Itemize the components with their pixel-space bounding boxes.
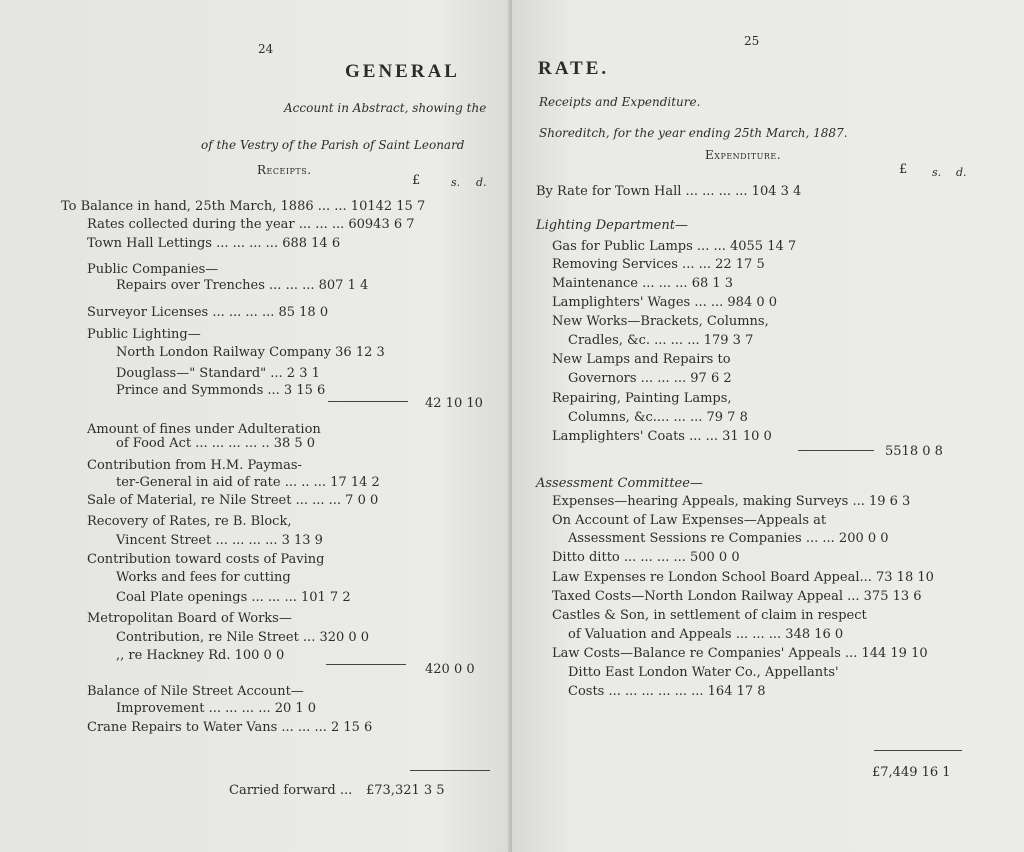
subtitle: Shoreditch, for the year ending 25th March, 1887. (539, 126, 848, 140)
ledger-row: Ditto ditto ... ... ... ... 500 0 0 (552, 550, 740, 565)
total-rule (410, 770, 490, 771)
ledger-row: Law Expenses re London School Board Appeal... 73 18 10 (552, 570, 934, 585)
ledger-row: Lighting Department— (536, 218, 688, 233)
ledger-row: On Account of Law Expenses—Appeals at (552, 513, 827, 528)
ledger-row: ,, re Hackney Rd. 100 0 0 (116, 648, 285, 663)
page-title: RATE. (538, 58, 610, 79)
ledger-row: Coal Plate openings ... ... ... 101 7 2 (116, 590, 351, 605)
ledger-row: Columns, &c.... ... ... 79 7 8 (568, 410, 748, 425)
ledger-row: Improvement ... ... ... ... 20 1 0 (116, 701, 317, 716)
page-title: GENERAL (345, 61, 460, 82)
ledger-row: Taxed Costs—North London Railway Appeal ... 375 13 6 (552, 589, 922, 604)
ledger-row: Contribution from H.M. Paymas- (87, 458, 302, 473)
ledger-row: Castles & Son, in settlement of claim in respect (552, 608, 867, 623)
ledger-row: Repairs over Trenches ... ... ... 807 1 4 (116, 278, 369, 293)
ledger-row: New Works—Brackets, Columns, (552, 314, 769, 329)
subtotal-rule (328, 401, 408, 402)
carried-forward-value: £73,321 3 5 (366, 783, 445, 798)
column-header-pence: d. (476, 176, 487, 189)
ledger-row: of Valuation and Appeals ... ... ... 348 16 0 (568, 627, 844, 642)
ledger-row: Maintenance ... ... ... 68 1 3 (552, 276, 734, 291)
expenditure-total: £7,449 16 1 (872, 765, 951, 780)
subtitle: Account in Abstract, showing the (284, 101, 487, 115)
ledger-row: 5518 0 8 (885, 444, 943, 459)
ledger-row: Governors ... ... ... 97 6 2 (568, 371, 732, 386)
ledger-row: North London Railway Company 36 12 3 (116, 345, 385, 360)
subtotal-rule (798, 450, 874, 451)
ledger-row: Surveyor Licenses ... ... ... ... 85 18 0 (87, 305, 329, 320)
ledger-row: Law Costs—Balance re Companies' Appeals ... 144 19 10 (552, 646, 928, 661)
ledger-row: ter-General in aid of rate ... .. ... 17 14 2 (116, 475, 380, 490)
ledger-row: To Balance in hand, 25th March, 1886 ... ... 10142 15 7 (61, 199, 426, 214)
ledger-row: Douglass—" Standard" ... 2 3 1 (116, 366, 320, 381)
ledger-row: Works and fees for cutting (116, 570, 291, 585)
carried-forward-label: Carried forward ... (229, 783, 353, 798)
ledger-row: Ditto East London Water Co., Appellants' (568, 665, 839, 680)
total-rule (874, 750, 962, 751)
column-header-pence: d. (956, 166, 967, 179)
ledger-row: Balance of Nile Street Account— (87, 684, 304, 699)
ledger-row: Costs ... ... ... ... ... ... 164 17 8 (568, 684, 766, 699)
ledger-row: Sale of Material, re Nile Street ... ... ... 7 0 0 (87, 493, 379, 508)
ledger-row: Metropolitan Board of Works— (87, 611, 292, 626)
column-header-shillings: s. (932, 166, 942, 179)
subtitle: of the Vestry of the Parish of Saint Leonard (201, 138, 465, 152)
page-number: 25 (744, 34, 760, 48)
ledger-row: New Lamps and Repairs to (552, 352, 731, 367)
subtitle: Receipts and Expenditure. (539, 95, 701, 109)
column-header-shillings: s. (451, 176, 461, 189)
ledger-row: Rates collected during the year ... ... ... 60943 6 7 (87, 217, 415, 232)
ledger-row: Expenses—hearing Appeals, making Surveys ... 19 6 3 (552, 494, 911, 509)
ledger-row: Contribution, re Nile Street ... 320 0 0 (116, 630, 370, 645)
ledger-row: Public Companies— (87, 262, 219, 277)
ledger-row: By Rate for Town Hall ... ... ... ... 104 3 4 (536, 184, 802, 199)
ledger-row: Lamplighters' Coats ... ... 31 10 0 (552, 429, 772, 444)
ledger-row: Removing Services ... ... 22 17 5 (552, 257, 765, 272)
page-number: 24 (258, 42, 274, 56)
ledger-row: Prince and Symmonds ... 3 15 6 (116, 383, 326, 398)
ledger-row: Assessment Sessions re Companies ... ... 200 0 0 (568, 531, 889, 546)
section-heading: Expenditure. (705, 148, 782, 162)
ledger-row: Amount of fines under Adulteration (87, 422, 321, 437)
ledger-row: Vincent Street ... ... ... ... 3 13 9 (116, 533, 323, 548)
subtotal-rule (326, 664, 406, 665)
column-header-pounds: £ (412, 173, 421, 188)
ledger-row: Contribution toward costs of Paving (87, 552, 325, 567)
ledger-row: Crane Repairs to Water Vans ... ... ... 2 15 6 (87, 720, 373, 735)
section-heading: Receipts. (257, 163, 312, 177)
ledger-row: 420 0 0 (425, 662, 475, 677)
ledger-row: Town Hall Lettings ... ... ... ... 688 14 6 (87, 236, 341, 251)
ledger-row: Assessment Committee— (536, 476, 703, 491)
ledger-row: Gas for Public Lamps ... ... 4055 14 7 (552, 239, 797, 254)
ledger-row: Repairing, Painting Lamps, (552, 391, 732, 406)
ledger-row: Lamplighters' Wages ... ... 984 0 0 (552, 295, 778, 310)
right-page (512, 0, 1024, 852)
ledger-row: Recovery of Rates, re B. Block, (87, 514, 292, 529)
ledger-row: 42 10 10 (425, 396, 483, 411)
ledger-row: Cradles, &c. ... ... ... 179 3 7 (568, 333, 754, 348)
ledger-row: of Food Act ... ... ... ... .. 38 5 0 (116, 436, 316, 451)
ledger-row: Public Lighting— (87, 327, 201, 342)
column-header-pounds: £ (899, 162, 908, 177)
